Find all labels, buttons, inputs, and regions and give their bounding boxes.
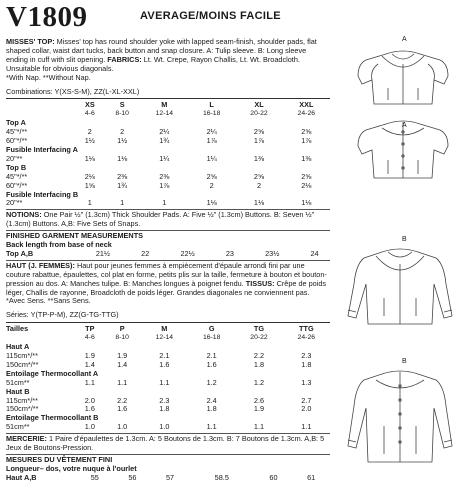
row-label: Haut B xyxy=(6,386,30,396)
front-view-a-icon xyxy=(348,46,458,108)
tailles-label: Tailles xyxy=(6,324,29,334)
yardage-value: 1⅜ xyxy=(301,153,312,163)
view-label: B xyxy=(402,236,407,243)
yardage-value: 2.6 xyxy=(253,395,265,405)
yardage-value: 2⅜ xyxy=(117,171,128,181)
yardage-value: 1.1 xyxy=(301,422,312,432)
finished-table-en xyxy=(6,250,330,259)
yardage-value: 1.6 xyxy=(84,404,95,414)
yardage-value: 1⅜ xyxy=(253,153,265,163)
notions-text: One Pair ½" (1.3cm) Thick Shoulder Pads. A: Five ½" (1.3cm) Buttons. B: Seven ½" (1.3cm) Buttons. A,B: Five Sets of Snaps. xyxy=(6,210,315,229)
yardage-value: 1.1 xyxy=(206,422,217,432)
finished-value: 22½ xyxy=(180,248,195,258)
yardage-value: 1.9 xyxy=(84,351,95,360)
front-view-b-icon xyxy=(340,244,460,326)
size-header: XS xyxy=(84,100,95,110)
yardage-row xyxy=(6,155,330,164)
size-number: 16-18 xyxy=(202,334,221,342)
yardage-value: 1.6 xyxy=(117,404,128,414)
fr-desc-text: Haut pour jeunes femmes à empiècement d'épaule arrondi fini par une couture rabattue, épaulettes, col plat en forme, petits plis sur la taille, fermeture à bouton et bouton-pression au dos. A: Manches tulipe. B: Manches longues à poignet fendu. xyxy=(6,260,327,288)
fr-size-header-row xyxy=(6,325,330,334)
pattern-header xyxy=(0,0,330,33)
yardage-value: 1 xyxy=(87,198,92,208)
yardage-value: 2⅝ xyxy=(206,171,217,181)
yardage-value: 1.4 xyxy=(84,359,95,369)
garment-sketches xyxy=(340,0,460,485)
desc-text: Misses' top has round shoulder yoke with lapped seam-finish, shoulder pads, flat shaped collar, waist dart tucks, back button and snap closure. A: Tulip sleeve. B: Long sleeve ending in cuff with slit opening. xyxy=(6,37,317,64)
size-header: TP xyxy=(85,324,95,334)
yardage-value: 1.0 xyxy=(84,422,95,432)
fabrics-title: FABRICS: xyxy=(107,54,142,64)
yardage-value: 2.1 xyxy=(206,351,217,360)
yardage-value: 1 xyxy=(120,198,125,208)
yardage-value: 1⅞ xyxy=(301,136,312,146)
yardage-value: 2⅛ xyxy=(301,180,312,190)
yardage-value: 2 xyxy=(256,180,262,190)
finished-value: 22 xyxy=(141,248,150,258)
yardage-value: 1.0 xyxy=(117,422,128,432)
fr-back-length-label: Longueur– dos, votre nuque à l'ourlet xyxy=(6,463,137,473)
yardage-value: 1⅞ xyxy=(159,180,170,190)
size-header: M xyxy=(161,324,168,334)
yardage-value: 1⅛ xyxy=(301,198,312,208)
row-label: 150cm*/** xyxy=(6,359,39,369)
yardage-row xyxy=(6,199,330,208)
yardage-value: 1⅛ xyxy=(84,153,95,163)
yardage-value: 1⅞ xyxy=(253,136,265,146)
row-label: 51cm** xyxy=(6,422,30,432)
size-header: M xyxy=(161,100,168,110)
pattern-code: V1809 xyxy=(6,1,88,33)
finished-table-fr xyxy=(6,474,330,483)
yardage-value: 1.8 xyxy=(206,404,217,414)
size-number-row xyxy=(6,110,330,119)
row-label: 20"** xyxy=(6,198,23,208)
row-label: Top A xyxy=(6,118,26,128)
size-number: 8-10 xyxy=(115,110,129,118)
notions xyxy=(6,211,330,229)
row-label: 20"** xyxy=(6,153,23,163)
size-header: S xyxy=(119,100,125,110)
yardage-value: 2.0 xyxy=(301,404,312,414)
nap-note: *With Nap. **Without Nap. xyxy=(6,72,91,82)
row-label: 51cm** xyxy=(6,377,30,387)
fr-nap-note: *Avec Sens. **Sans Sens. xyxy=(6,296,91,306)
size-header: TTG xyxy=(299,324,314,334)
yardage-value: 1.9 xyxy=(253,404,265,414)
row-label: Entoilage Thermocollant A xyxy=(6,368,99,378)
section-row xyxy=(6,191,330,200)
yardage-value: 2.2 xyxy=(117,395,128,405)
desc-title: MISSES' TOP: xyxy=(6,37,55,46)
yardage-value: 1.8 xyxy=(159,404,170,414)
finished-value: 55 xyxy=(90,472,99,482)
yardage-value: 1.4 xyxy=(117,359,128,369)
back-view-b-icon xyxy=(340,366,460,466)
yardage-value: 1¾ xyxy=(159,136,170,146)
french-description xyxy=(6,262,330,298)
row-label: 60"*/** xyxy=(6,180,28,190)
yardage-value: 1.6 xyxy=(206,359,217,369)
yardage-value: 1.2 xyxy=(253,377,265,387)
mercerie xyxy=(6,435,330,453)
yardage-table-en xyxy=(6,101,330,208)
yardage-value: 1⅛ xyxy=(206,198,217,208)
yardage-value: 2⅛ xyxy=(84,171,95,181)
size-number: 24-26 xyxy=(297,110,316,118)
finished-row-label: Top A,B xyxy=(6,248,34,258)
pattern-text-column xyxy=(6,38,330,483)
yardage-row xyxy=(6,379,330,388)
yardage-value: 1.3 xyxy=(301,377,312,387)
size-number: 20-22 xyxy=(250,110,268,118)
fr-finished-row xyxy=(6,474,330,483)
fr-finished-title: MESURES DU VÊTEMENT FINI xyxy=(6,454,113,464)
row-label: Entoilage Thermocollant B xyxy=(6,413,99,423)
finished-value: 57 xyxy=(166,472,175,482)
yardage-value: 2¼ xyxy=(159,127,170,137)
yardage-value: 1⅝ xyxy=(84,180,95,190)
yardage-value: 2⅝ xyxy=(253,171,265,181)
yardage-value: 2.0 xyxy=(84,395,95,405)
yardage-value: 2⅜ xyxy=(159,171,170,181)
yardage-value: 1⅛ xyxy=(253,198,265,208)
yardage-value: 2.7 xyxy=(301,395,312,405)
yardage-value: 2 xyxy=(209,180,214,190)
size-header: XL xyxy=(254,100,264,110)
finished-measurements-title: FINISHED GARMENT MEASUREMENTS xyxy=(6,231,144,241)
yardage-value: 2¼ xyxy=(206,127,217,137)
size-number: 12-14 xyxy=(155,334,174,342)
fr-finished-row-label: Haut A,B xyxy=(6,472,37,482)
row-label: 45"*/** xyxy=(6,171,28,181)
difficulty-level: AVERAGE/MOINS FACILE xyxy=(140,10,281,22)
row-label: 115cm*/** xyxy=(6,351,38,360)
row-label: Fusible Interfacing A xyxy=(6,144,78,154)
finished-value: 23 xyxy=(225,248,234,258)
yardage-value: 1¼ xyxy=(159,153,170,163)
finished-value: 24 xyxy=(310,248,319,258)
combinations: Combinations: Y(XS-S-M), ZZ(L-XL-XXL) xyxy=(6,86,140,96)
yardage-value: 1¾ xyxy=(117,180,128,190)
yardage-value: 2.3 xyxy=(301,351,312,360)
yardage-value: 1½ xyxy=(117,136,128,146)
yardage-value: 1 xyxy=(162,198,167,208)
yardage-value: 1.6 xyxy=(159,359,170,369)
yardage-value: 1.2 xyxy=(206,377,217,387)
row-label: 150cm*/** xyxy=(6,404,39,414)
row-label: Fusible Interfacing B xyxy=(6,189,79,199)
size-number: 24-26 xyxy=(297,334,316,342)
yardage-value: 2.3 xyxy=(159,395,170,405)
yardage-value: 2.4 xyxy=(206,395,217,405)
row-label: Haut A xyxy=(6,342,30,352)
view-label: B xyxy=(402,358,407,365)
size-header: TG xyxy=(253,324,265,334)
yardage-value: 1.1 xyxy=(159,377,170,387)
yardage-value: 1.1 xyxy=(84,377,95,387)
mercerie-text: 1 Paire d'épaulettes de 1.3cm. A: 5 Boutons de 1.3cm. B: 7 Boutons de 1.3cm. A,B: 5 Jeux de Boutons-Pression. xyxy=(6,434,325,453)
yardage-value: 2 xyxy=(87,127,92,137)
size-header: XXL xyxy=(299,100,314,110)
finished-row xyxy=(6,250,330,259)
fr-fabrics-text: Crêpe de poids léger, Challis de rayonne, Broadcloth de poids léger. Grandes diagonales ne conviennent pas. xyxy=(6,278,327,297)
size-number: 4-6 xyxy=(84,110,95,118)
english-description xyxy=(6,38,330,74)
size-number: 20-22 xyxy=(250,334,268,342)
fr-fabrics-title: TISSUS: xyxy=(245,278,275,288)
yardage-value: 2⅝ xyxy=(253,127,265,137)
yardage-value: 2.2 xyxy=(253,351,265,360)
fr-size-number-row xyxy=(6,334,330,343)
finished-value: 23½ xyxy=(265,248,280,258)
size-header: G xyxy=(208,324,215,334)
series: Séries: Y(TP-P-M), ZZ(G-TG-TTG) xyxy=(6,310,119,320)
size-number: 4-6 xyxy=(84,334,95,342)
finished-value: 21½ xyxy=(95,248,111,258)
fr-desc-title: HAUT (J. FEMMES): xyxy=(6,260,75,270)
row-label: 115cm*/** xyxy=(6,395,38,405)
yardage-row xyxy=(6,423,330,432)
yardage-value: 1½ xyxy=(84,136,95,146)
yardage-value: 1.1 xyxy=(117,377,128,387)
yardage-value: 2.1 xyxy=(159,351,170,360)
finished-value: 60 xyxy=(269,472,278,482)
row-label: 45"*/** xyxy=(6,127,28,137)
yardage-table-fr xyxy=(6,325,330,432)
yardage-value: 1.1 xyxy=(253,422,265,432)
yardage-value: 1.9 xyxy=(117,351,128,360)
notions-title: NOTIONS: xyxy=(6,210,42,220)
size-header: L xyxy=(209,100,214,110)
yardage-value: 1.8 xyxy=(301,359,312,369)
finished-value: 58.5 xyxy=(214,472,229,482)
row-label: Top B xyxy=(6,162,27,172)
back-length-label: Back length from base of neck xyxy=(6,240,112,250)
row-label: 60"*/** xyxy=(6,136,28,146)
yardage-value: 2 xyxy=(120,127,125,137)
fabrics-text: Lt. Wt. Crepe, Rayon Challis, Lt. Wt. Broadcloth. Unsuitable for obvious diagonals. xyxy=(6,54,300,73)
size-number: 16-18 xyxy=(202,110,221,118)
size-header-row xyxy=(6,101,330,110)
yardage-value: 1.0 xyxy=(159,422,170,432)
yardage-value: 2⅝ xyxy=(301,171,312,181)
finished-value: 56 xyxy=(128,472,137,482)
view-label: A xyxy=(402,36,407,43)
size-header: P xyxy=(119,324,125,334)
size-number: 12-14 xyxy=(155,110,174,118)
yardage-value: 1.8 xyxy=(253,359,265,369)
yardage-value: 1⅞ xyxy=(206,136,217,146)
view-label: A xyxy=(402,122,407,129)
size-number: 8-10 xyxy=(115,334,129,342)
finished-value: 61 xyxy=(307,472,316,482)
yardage-value: 1¼ xyxy=(206,153,217,163)
yardage-value: 2⅝ xyxy=(301,127,312,137)
mercerie-title: MERCERIE: xyxy=(6,434,47,444)
yardage-value: 1⅛ xyxy=(117,153,128,163)
